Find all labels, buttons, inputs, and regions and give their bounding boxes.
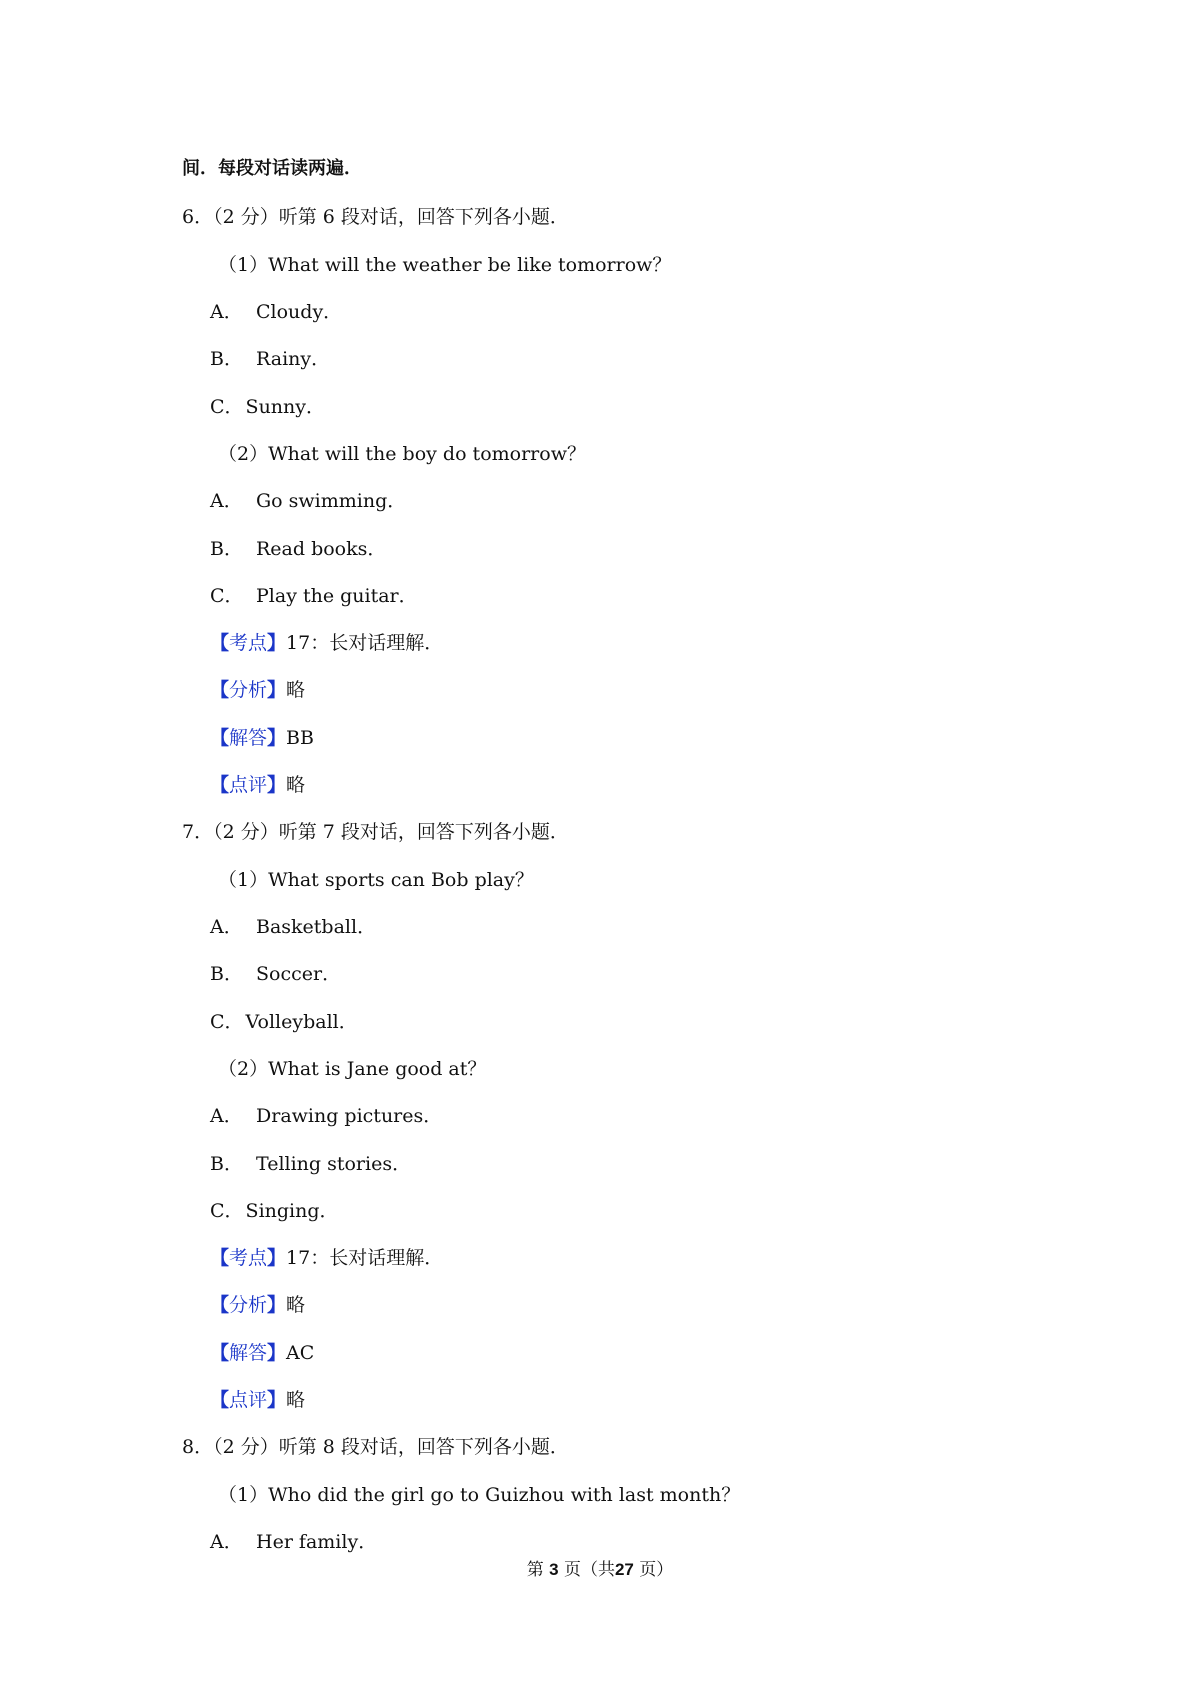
q6-fenxi: 【分析】略	[210, 679, 306, 701]
q6-sub1-option-a: A． Cloudy．	[210, 301, 343, 323]
q7-sub2-option-a: A． Drawing pictures．	[210, 1105, 443, 1127]
q6-sub2-option-b: B． Read books．	[210, 538, 387, 560]
q7-sub2-option-b: B． Telling stories．	[210, 1153, 412, 1175]
q7-sub1-prompt: （1）What sports can Bob play？	[218, 869, 534, 891]
current-page-number: 3	[549, 1560, 559, 1579]
q7-jieda: 【解答】AC	[210, 1342, 315, 1364]
q6-sub1-prompt: （1）What will the weather be like tomorrow？	[218, 254, 672, 276]
q7-sub1-option-a: A． Basketball．	[210, 916, 377, 938]
q6-sub1-option-b: B． Rainy．	[210, 348, 331, 370]
q6-jieda: 【解答】BB	[210, 727, 314, 749]
q7-kaodian: 【考点】17：长对话理解．	[210, 1247, 444, 1269]
q7-sub1-option-c: C． Volleyball．	[210, 1011, 358, 1033]
q6-kaodian: 【考点】17：长对话理解．	[210, 632, 444, 654]
q7-fenxi: 【分析】略	[210, 1294, 306, 1316]
total-pages-number: 27	[614, 1560, 634, 1579]
q6-dianping: 【点评】略	[210, 774, 306, 796]
q6-sub2-option-c: C． Play the guitar．	[210, 585, 418, 607]
q8-sub1-prompt: （1）Who did the girl go to Guizhou with last month？	[218, 1484, 741, 1506]
q7-sub2-prompt: （2）What is Jane good at？	[218, 1058, 487, 1080]
q6-sub2-option-a: A． Go swimming．	[210, 490, 407, 512]
question-8-stem: 8．（2 分）听第 8 段对话，回答下列各小题．	[182, 1436, 569, 1458]
q7-sub1-option-b: B． Soccer．	[210, 963, 342, 985]
question-7-stem: 7．（2 分）听第 7 段对话，回答下列各小题．	[182, 821, 569, 843]
q6-sub2-prompt: （2）What will the boy do tomorrow？	[218, 443, 586, 465]
q7-sub2-option-c: C． Singing．	[210, 1200, 339, 1222]
q7-dianping: 【点评】略	[210, 1389, 306, 1411]
q6-sub1-option-c: C． Sunny．	[210, 396, 326, 418]
q8-sub1-option-a: A． Her family．	[210, 1531, 378, 1553]
continued-instruction: 间．每段对话读两遍．	[182, 158, 362, 179]
question-6-stem: 6．（2 分）听第 6 段对话，回答下列各小题．	[182, 206, 569, 228]
page-footer: 第 3 页（共27 页）	[526, 1560, 674, 1580]
